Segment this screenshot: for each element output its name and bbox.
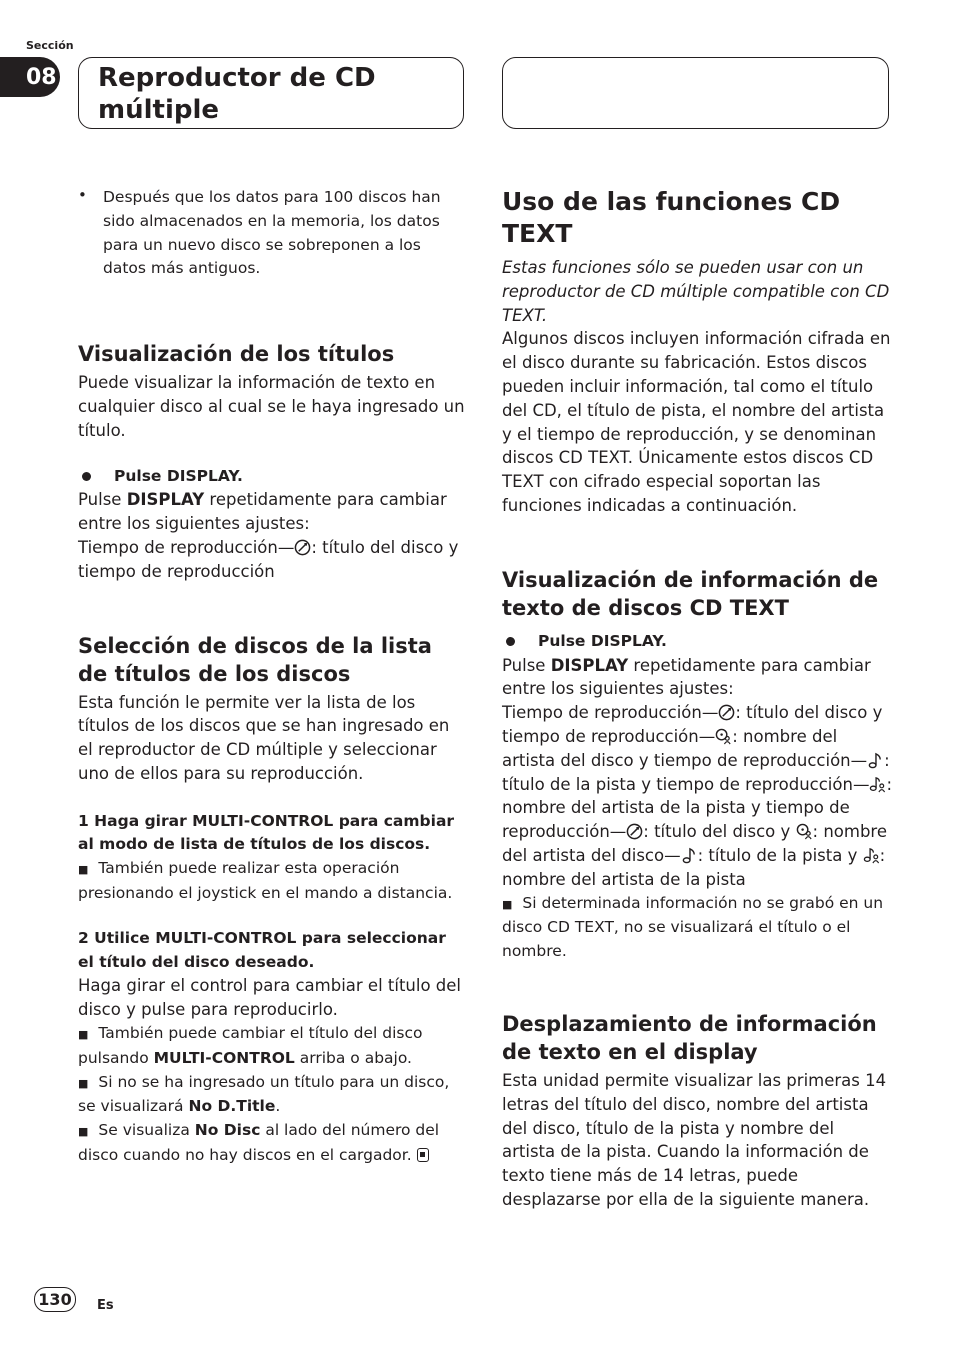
- disc-title-icon: [718, 704, 735, 721]
- heading-select-disc: Selección de discos de la lista de títulos de los discos: [78, 633, 432, 686]
- pulse-display-paragraph: Pulse DISPLAY repetidamente para cambiar entre los siguientes ajustes:: [78, 490, 447, 534]
- intro-bullet-text: Después que los datos para 100 discos han sido almacenados en la memoria, los datos para un nuevo disco se sobreponen a los datos más antiguos.: [103, 188, 441, 278]
- section-title: Reproductor de CD múltiple: [78, 57, 464, 129]
- disc-title-icon: [626, 823, 643, 840]
- left-column: [78, 186, 466, 1168]
- paragraph-scroll-text: Esta unidad permite visualizar las primeras 14 letras del título del disco, nombre del artista del disco, título de la pista y nombre del artista de la pista. Cuando la información de texto tiene más de 14 letras, puede desplazarse por ella de la siguiente manera.: [502, 1070, 887, 1209]
- heading-scroll-text: Desplazamiento de información de texto en el display: [502, 1011, 877, 1064]
- pulse-display-instruction: Pulse DISPLAY.: [78, 465, 466, 489]
- track-artist-icon: [869, 776, 886, 793]
- heading-titles: Visualización de los títulos: [78, 342, 395, 367]
- note-missing-info: ■ Si determinada información no se grabó en un disco CD TEXT, no se visualizará el título o el nombre.: [502, 893, 884, 961]
- bullet-dot-icon: [506, 637, 515, 646]
- track-title-icon: [867, 752, 884, 769]
- disc-title-icon: [294, 539, 311, 556]
- paragraph-step-2: Haga girar el control para cambiar el título del disco y pulse para reproducirlo.: [78, 976, 462, 1020]
- stop-icon: [417, 1148, 429, 1162]
- track-title-icon: [681, 847, 698, 864]
- note-multi-control: ■ También puede cambiar el título del disco pulsando MULTI-CONTROL arriba o abajo.: [78, 1023, 423, 1067]
- square-bullet-icon: ■: [78, 1027, 89, 1041]
- intro-bullet: • Después que los datos para 100 discos han sido almacenados en la memoria, los datos para un nuevo disco se sobreponen a los datos más antiguos.: [78, 186, 466, 281]
- square-bullet-icon: ■: [78, 1125, 89, 1139]
- note-no-disc: ■ Se visualiza No Disc al lado del número del disco cuando no hay discos en el cargador.: [78, 1121, 440, 1164]
- paragraph-titles: Puede visualizar la información de texto en cualquier disco al cual se le haya ingresado un título.: [78, 373, 465, 440]
- heading-cd-text-display: Visualización de información de texto de discos CD TEXT: [502, 567, 879, 620]
- cd-text-settings-sequence: Tiempo de reproducción— : título del disco y tiempo de reproducción— : nombre del artista del disco y tiempo de reproducción— : título de la pista y tiempo de reproducción— : nombre del artista de la pista y tiempo de reproducción— : título del disco y : nombre del artista del disco— : título de la pista y : nombre del artista de la pista: [502, 703, 893, 889]
- language-code: Es: [97, 1298, 114, 1313]
- step-2: 2 Utilice MULTI-CONTROL para seleccionar el título del disco deseado.: [78, 929, 446, 971]
- cd-text-intro: Estas funciones sólo se pueden usar con un reproductor de CD múltiple compatible con CD TEXT.: [502, 258, 890, 325]
- display-settings-sequence: Tiempo de reproducción— : título del disco y tiempo de reproducción: [78, 537, 459, 581]
- pulse-display-instruction-right: Pulse DISPLAY.: [502, 630, 892, 654]
- track-artist-icon: [863, 847, 880, 864]
- pulse-display-paragraph-right: Pulse DISPLAY repetidamente para cambiar entre los siguientes ajustes:: [502, 655, 871, 699]
- disc-artist-icon: [796, 823, 813, 840]
- bullet-dot-icon: [82, 472, 91, 481]
- square-bullet-icon: ■: [502, 897, 513, 911]
- section-number-badge: 08: [0, 57, 60, 97]
- step-1: 1 Haga girar MULTI-CONTROL para cambiar al modo de lista de títulos de los discos.: [78, 811, 455, 854]
- disc-artist-icon: [715, 728, 732, 745]
- square-bullet-icon: ■: [78, 1076, 89, 1090]
- note-no-title: ■ Si no se ha ingresado un título para un disco, se visualizará No D.Title.: [78, 1072, 450, 1116]
- heading-cd-text: Uso de las funciones CD TEXT: [502, 187, 841, 248]
- section-title-box-empty: [502, 57, 889, 129]
- page-number: 130: [34, 1287, 76, 1312]
- right-column: [502, 186, 892, 1212]
- square-bullet-icon: ■: [78, 862, 89, 876]
- section-label: Sección: [26, 39, 74, 52]
- paragraph-cd-text: Algunos discos incluyen información cifrada en el disco durante su fabricación. Estos discos pueden incluir información, tal como el título del CD, el título de pista, el nombre del artista y el tiempo de reproducción, y se denominan discos CD TEXT. Únicamente estos discos CD TEXT con cifrado especial soportan las funciones indicadas a continuación.: [502, 329, 891, 515]
- paragraph-select-disc: Esta función le permite ver la lista de los títulos de los discos que se han ingresado en el reproductor de CD múltiple y seleccionar uno de ellos para su reproducción.: [78, 692, 450, 783]
- note-joystick: ■ También puede realizar esta operación presionando el joystick en el mando a distancia.: [78, 858, 453, 902]
